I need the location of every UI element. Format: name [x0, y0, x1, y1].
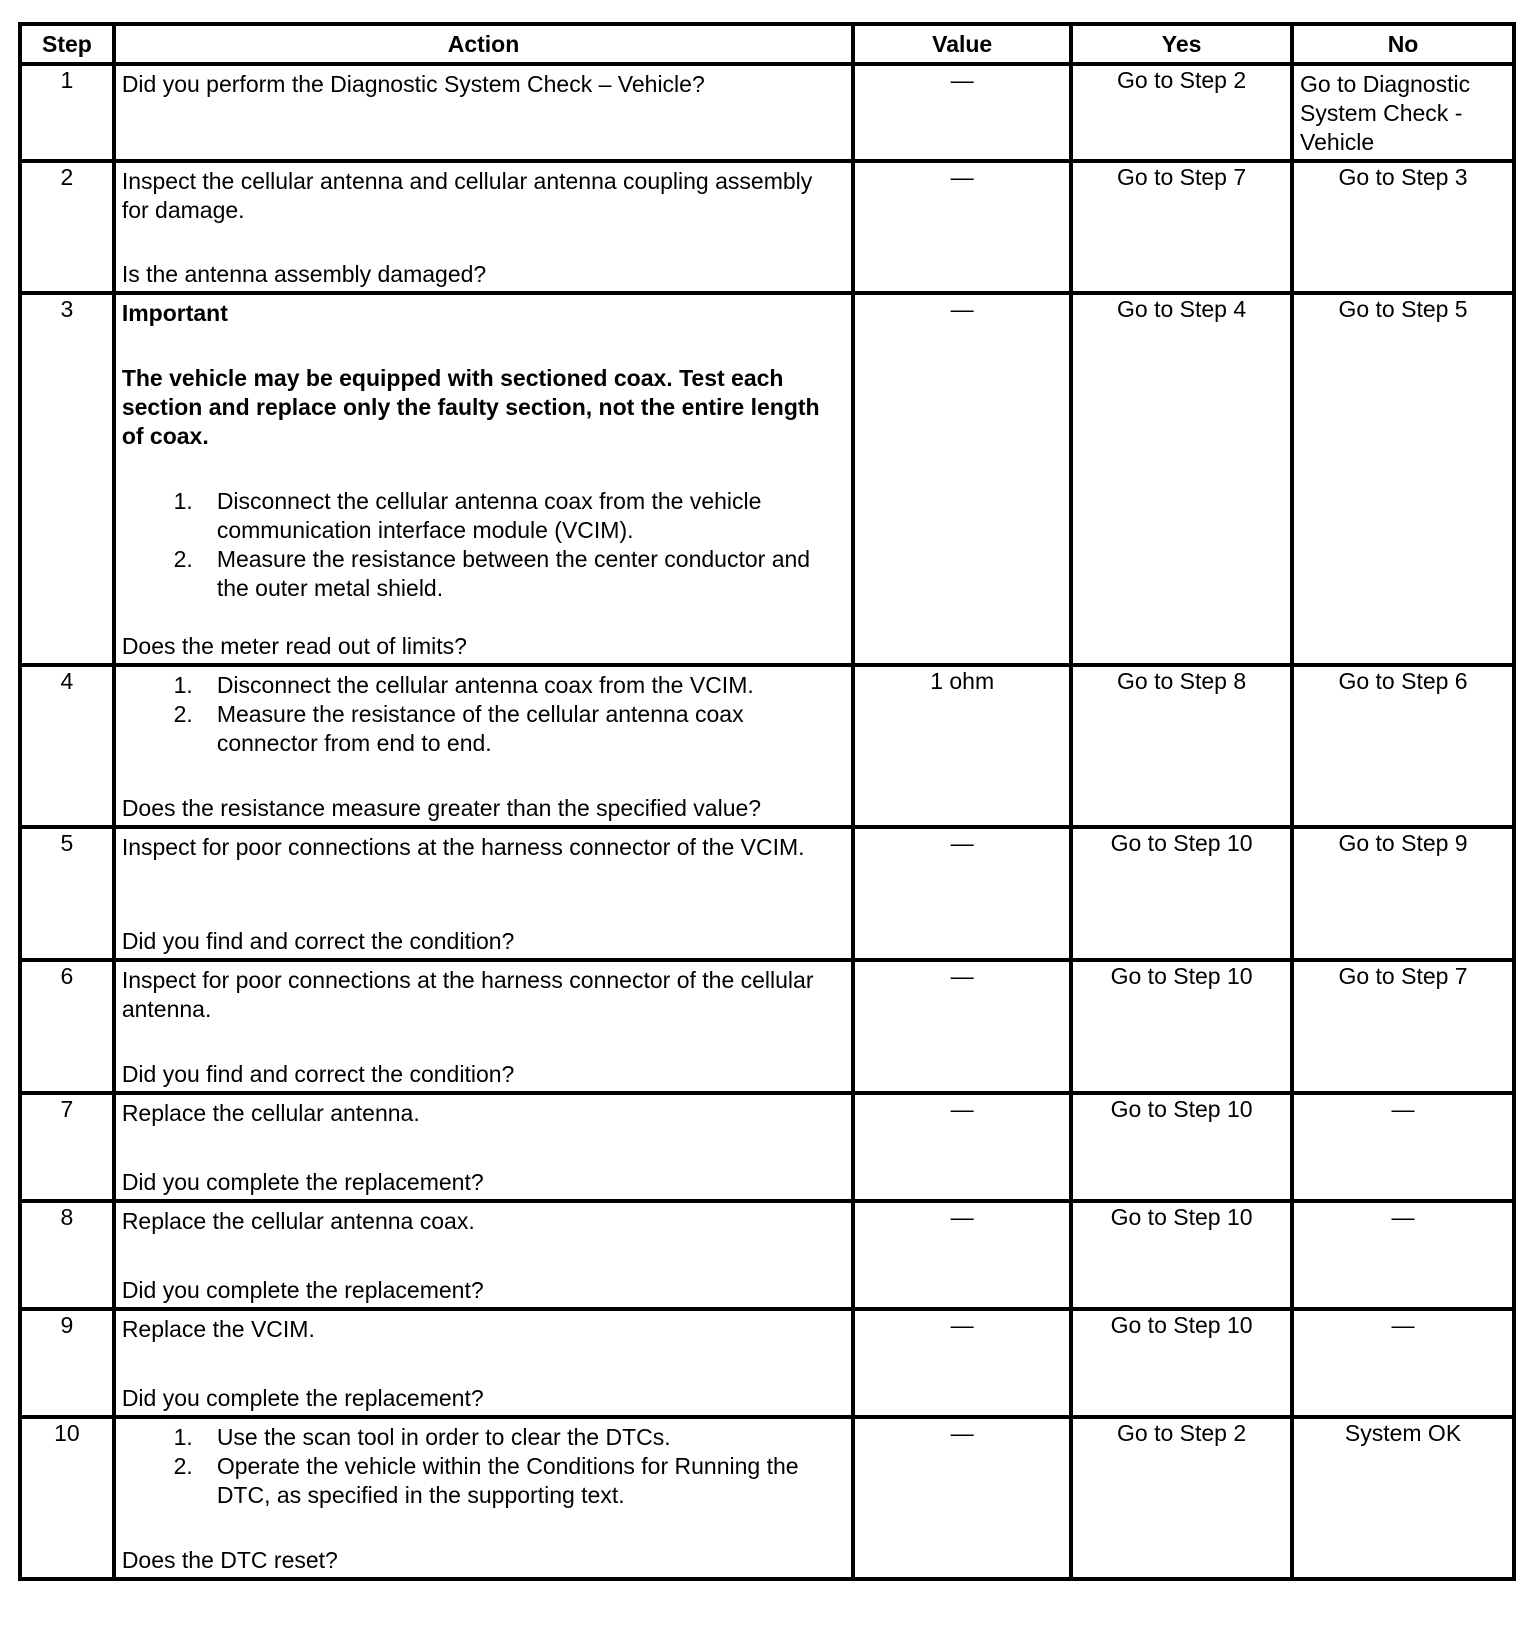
yes-link[interactable]: Go to Step 10	[1071, 1093, 1292, 1201]
action-question: Did you complete the replacement?	[121, 1385, 484, 1411]
table-row	[20, 665, 1514, 827]
no-link[interactable]: Go to Step 6	[1292, 665, 1514, 827]
step-number: 7	[20, 1093, 114, 1201]
no-link[interactable]: Go to Diagnostic System Check - Vehicle	[1292, 64, 1514, 161]
step-number: 3	[20, 293, 114, 665]
yes-link[interactable]: Go to Step 10	[1071, 827, 1292, 960]
yes-link[interactable]: Go to Step 7	[1071, 161, 1292, 293]
value-cell: —	[853, 827, 1071, 960]
diagnostic-table	[18, 22, 1516, 1581]
action-cell	[114, 1417, 853, 1579]
action-question: Did you find and correct the condition?	[121, 1061, 515, 1087]
no-link[interactable]: Go to Step 5	[1292, 293, 1514, 665]
step-number: 1	[20, 64, 114, 161]
no-link[interactable]: Go to Step 3	[1292, 161, 1514, 293]
action-cell	[114, 827, 853, 960]
table-row	[20, 960, 1514, 1093]
action-cell	[114, 960, 853, 1093]
yes-link[interactable]: Go to Step 4	[1071, 293, 1292, 665]
action-cell	[114, 161, 853, 293]
action-text: Replace the cellular antenna coax.	[121, 1208, 475, 1234]
list-item: 1. Disconnect the cellular antenna coax from the VCIM.	[173, 672, 754, 698]
action-question: Does the meter read out of limits?	[121, 633, 467, 659]
action-question: Did you complete the replacement?	[121, 1277, 484, 1303]
value-cell: —	[853, 1093, 1071, 1201]
header-no: No	[1292, 24, 1514, 64]
table-row	[20, 827, 1514, 960]
step-number: 4	[20, 665, 114, 827]
important-text: The vehicle may be equipped with sectioned coax. Test each section and replace only the faulty section, not the entire length of coax.	[121, 365, 820, 449]
table-row	[20, 1417, 1514, 1579]
no-link[interactable]: Go to Step 9	[1292, 827, 1514, 960]
value-cell: —	[853, 161, 1071, 293]
yes-link[interactable]: Go to Step 10	[1071, 1201, 1292, 1309]
value-cell: —	[853, 1309, 1071, 1417]
action-question: Did you complete the replacement?	[121, 1169, 484, 1195]
yes-link[interactable]: Go to Step 10	[1071, 1309, 1292, 1417]
no-value: —	[1292, 1309, 1514, 1417]
table-row	[20, 1093, 1514, 1201]
no-value: System OK	[1292, 1417, 1514, 1579]
table-row	[20, 1309, 1514, 1417]
yes-link[interactable]: Go to Step 2	[1071, 64, 1292, 161]
action-text: Replace the cellular antenna.	[121, 1100, 420, 1126]
yes-link[interactable]: Go to Step 2	[1071, 1417, 1292, 1579]
table-row	[20, 161, 1514, 293]
header-value: Value	[853, 24, 1071, 64]
value-cell: —	[853, 293, 1071, 665]
step-number: 10	[20, 1417, 114, 1579]
value-cell: —	[853, 64, 1071, 161]
action-cell	[114, 1093, 853, 1201]
value-cell: —	[853, 1201, 1071, 1309]
value-cell: —	[853, 960, 1071, 1093]
important-label: Important	[121, 300, 228, 326]
action-text: Replace the VCIM.	[121, 1316, 315, 1342]
list-item: 2. Measure the resistance of the cellular antenna coax connector from end to end.	[173, 701, 744, 756]
no-value: —	[1292, 1093, 1514, 1201]
no-link[interactable]: Go to Step 7	[1292, 960, 1514, 1093]
header-action: Action	[114, 24, 853, 64]
action-text: Inspect the cellular antenna and cellular antenna coupling assembly for damage.	[121, 168, 813, 223]
step-number: 6	[20, 960, 114, 1093]
list-item: 2. Operate the vehicle within the Conditions for Running the DTC, as specified in the supporting text.	[173, 1453, 799, 1508]
action-question: Does the resistance measure greater than the specified value?	[121, 795, 762, 821]
value-cell: 1 ohm	[853, 665, 1071, 827]
action-cell	[114, 64, 853, 161]
list-item: 1. Use the scan tool in order to clear the DTCs.	[173, 1424, 671, 1450]
header-step: Step	[20, 24, 114, 64]
yes-link[interactable]: Go to Step 10	[1071, 960, 1292, 1093]
step-number: 9	[20, 1309, 114, 1417]
table-row	[20, 293, 1514, 665]
header-yes: Yes	[1071, 24, 1292, 64]
action-text: Inspect for poor connections at the harness connector of the VCIM.	[121, 834, 805, 860]
action-cell	[114, 665, 853, 827]
step-number: 8	[20, 1201, 114, 1309]
action-text: Did you perform the Diagnostic System Check – Vehicle?	[121, 71, 705, 97]
step-number: 2	[20, 161, 114, 293]
header-row	[20, 24, 1514, 64]
table-row	[20, 64, 1514, 161]
action-cell	[114, 1309, 853, 1417]
procedure-list	[122, 671, 843, 758]
table-row	[20, 1201, 1514, 1309]
list-item: 1. Disconnect the cellular antenna coax from the vehicle communication interface module (VCIM).	[173, 488, 762, 543]
no-value: —	[1292, 1201, 1514, 1309]
step-number: 5	[20, 827, 114, 960]
list-item: 2. Measure the resistance between the center conductor and the outer metal shield.	[173, 546, 811, 601]
yes-link[interactable]: Go to Step 8	[1071, 665, 1292, 827]
action-question: Did you find and correct the condition?	[121, 928, 515, 954]
procedure-list	[122, 487, 843, 603]
value-cell: —	[853, 1417, 1071, 1579]
procedure-list	[122, 1423, 843, 1510]
action-cell	[114, 293, 853, 665]
action-question: Does the DTC reset?	[121, 1547, 338, 1573]
action-cell	[114, 1201, 853, 1309]
action-question: Is the antenna assembly damaged?	[121, 261, 487, 287]
action-text: Inspect for poor connections at the harness connector of the cellular antenna.	[121, 967, 814, 1022]
